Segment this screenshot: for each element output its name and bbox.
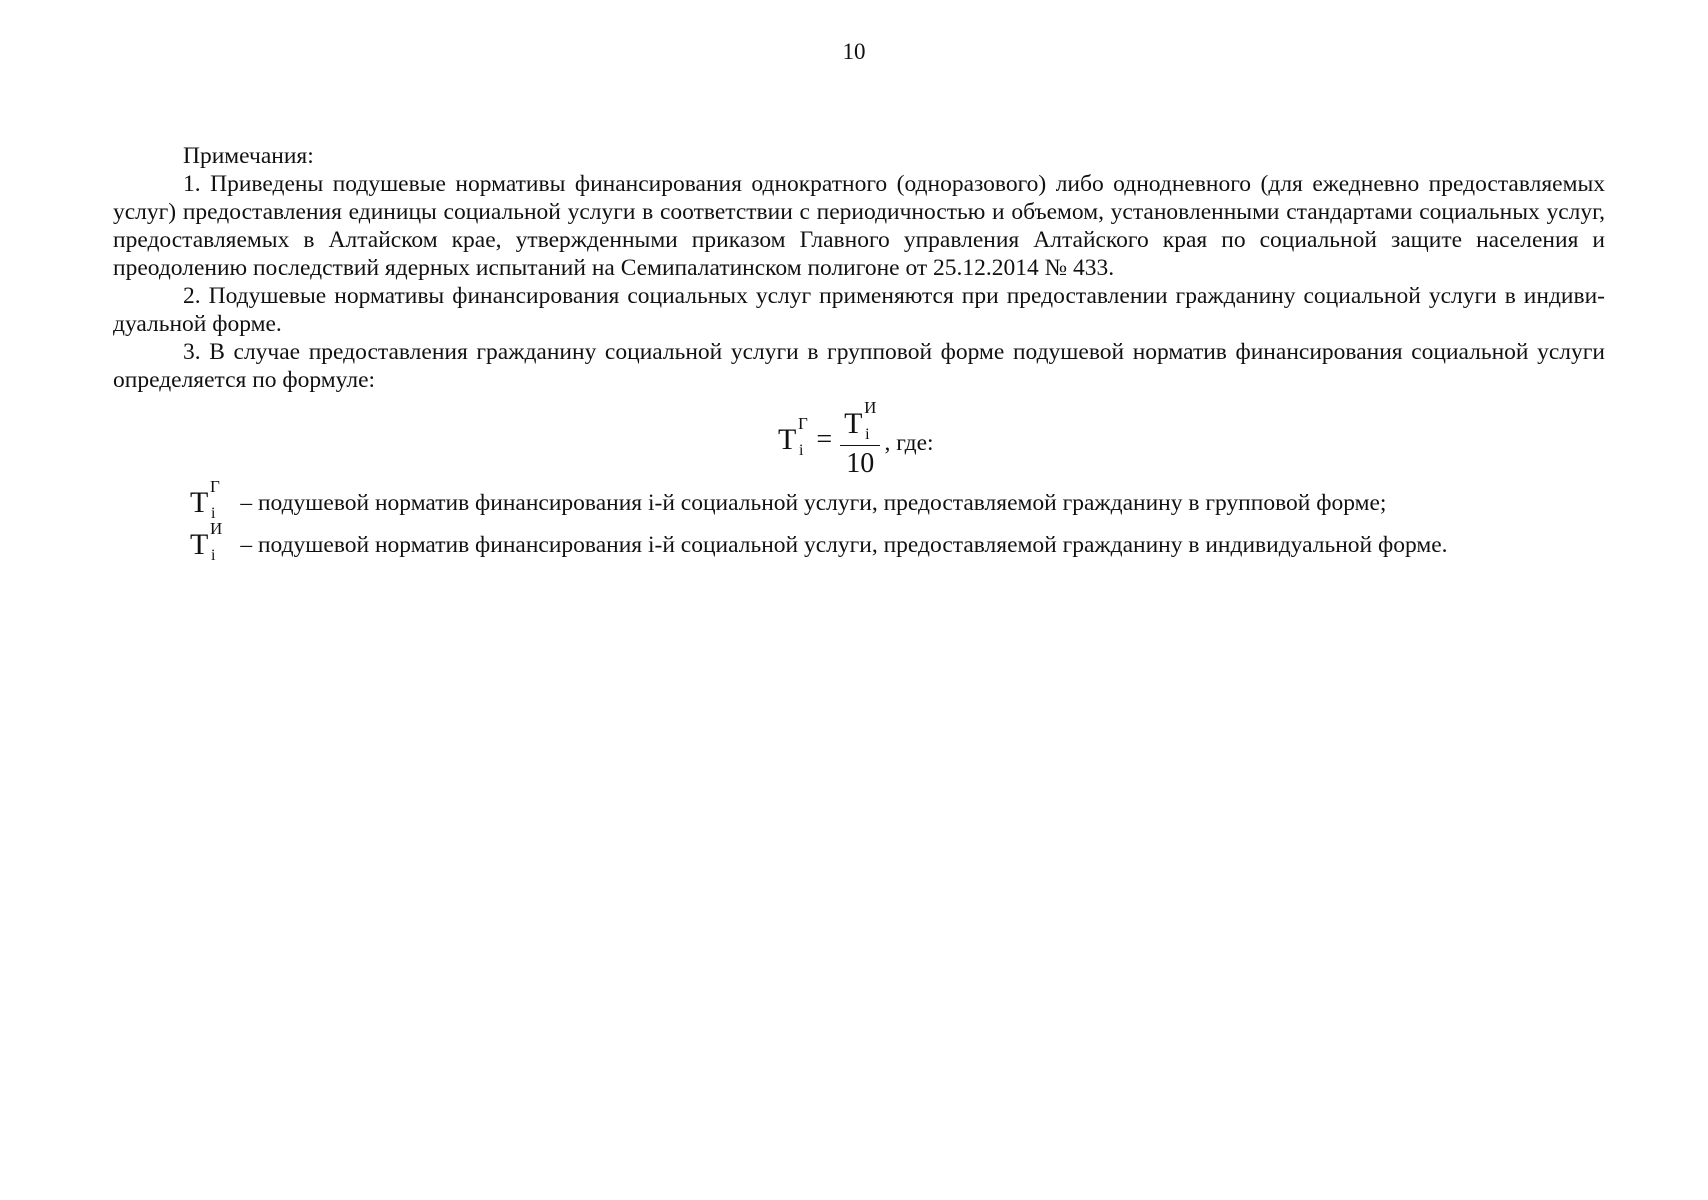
- definition-individual-base: T: [190, 528, 209, 561]
- formula-lhs-base: T: [778, 423, 797, 456]
- note-item-1: 1. Приведены подушевые нормативы финансирования однократного (одноразового) либо однодневного (для ежедневно предоставляемых услуг) предоставления единицы социальной услуги в соответствии с периодичностью и объемом, установленными стандартами социальных услуг, предоставляемых в Алтайском крае, утвержденными приказом Главного управления Алтайского края по социальной защите населения и преодолению последствий ядерных испытаний на Семипалатинском полигоне от 25.12.2014 № 433.: [113, 171, 1605, 281]
- note-item-2: 2. Подушевые нормативы финансирования социальных услуг применяются при предоставлении гражданину социальной услуги в индиви-дуальной форме.: [113, 283, 1605, 337]
- formula: [778, 397, 934, 479]
- definition-individual-superscript: И: [210, 519, 223, 538]
- formula-numerator: [840, 397, 880, 446]
- notes-section: [113, 142, 1605, 394]
- definition-group-base: T: [190, 486, 209, 519]
- definition-individual-text: – подушевой норматив финансирования i-й социальной услуги, предоставляемой гражданину в индивидуальной форме.: [240, 532, 1448, 558]
- definition-individual-subscript: i: [211, 547, 216, 564]
- definition-group-text: – подушевой норматив финансирования i-й социальной услуги, предоставляемой гражданину в групповой форме;: [240, 490, 1387, 516]
- page-number: 10: [842, 39, 866, 64]
- formula-lhs-subscript: i: [799, 442, 804, 459]
- formula-numerator-symbol: [844, 397, 877, 443]
- definition-group-symbol: [190, 477, 222, 522]
- notes-heading: Примечания:: [183, 143, 314, 169]
- definition-group-superscript: Г: [210, 477, 220, 496]
- formula-numerator-subscript: i: [865, 425, 870, 443]
- formula-fraction: [840, 397, 880, 480]
- formula-denominator: 10: [846, 447, 875, 479]
- note-item-3: 3. В случае предоставления гражданину социальной услуги в групповой форме подушевой норматив финансирования социальной услуги определяется по формуле:: [113, 339, 1605, 393]
- formula-lhs-symbol: [778, 414, 810, 459]
- formula-equals-sign: =: [816, 424, 833, 455]
- formula-suffix: , где:: [884, 429, 934, 456]
- formula-numerator-base: T: [844, 406, 863, 440]
- formula-numerator-superscript: И: [864, 397, 877, 417]
- definition-group-subscript: i: [211, 505, 216, 522]
- definition-individual-symbol: [190, 519, 223, 564]
- formula-lhs-superscript: Г: [798, 414, 808, 433]
- definition-individual: [190, 519, 1448, 564]
- definition-group: [190, 477, 1387, 522]
